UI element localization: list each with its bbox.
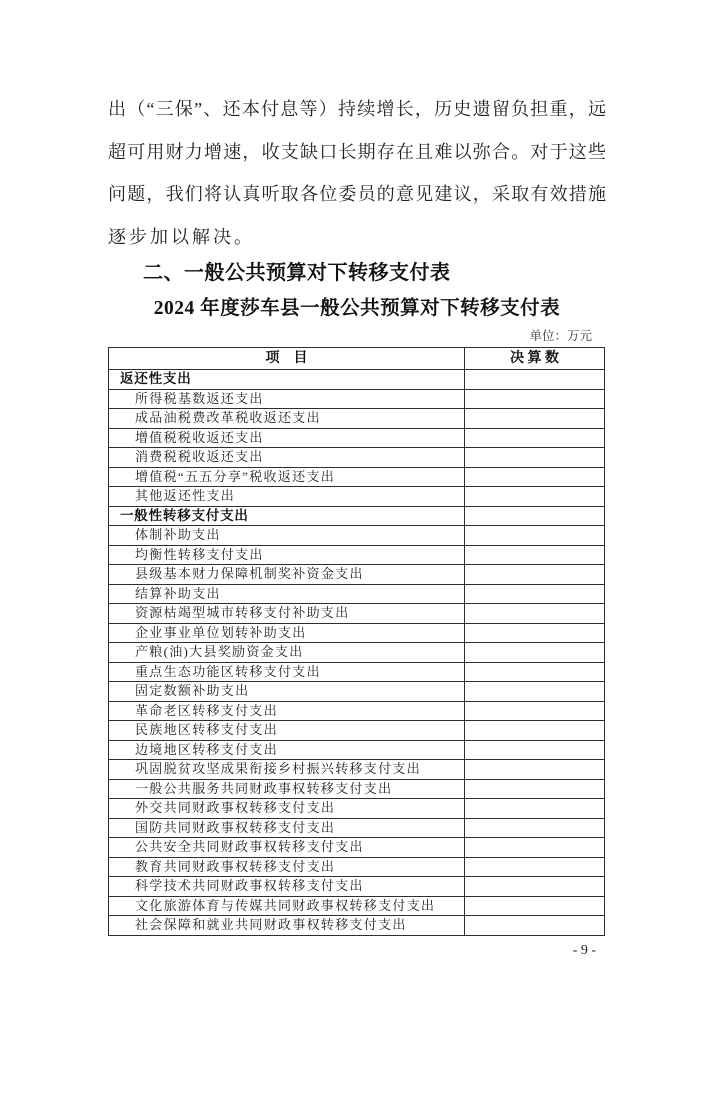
table-row (109, 818, 605, 838)
row-label: 结算补助支出 (109, 584, 465, 604)
row-label: 公共安全共同财政事权转移支付支出 (109, 838, 465, 858)
row-label: 成品油税费改革税收返还支出 (109, 409, 465, 429)
row-label: 外交共同财政事权转移支付支出 (109, 799, 465, 819)
transfer-payment-table (108, 347, 605, 936)
table-row (109, 565, 605, 585)
row-value (465, 389, 605, 409)
row-label: 消费税税收返还支出 (109, 448, 465, 468)
table-row (109, 448, 605, 468)
table-row (109, 428, 605, 448)
row-label: 边境地区转移支付支出 (109, 740, 465, 760)
row-label: 产粮(油)大县奖励资金支出 (109, 643, 465, 663)
row-value (465, 857, 605, 877)
row-label: 均衡性转移支付支出 (109, 545, 465, 565)
paragraph-line: 逐步加以解决。 (108, 226, 255, 247)
row-value (465, 896, 605, 916)
row-label: 社会保障和就业共同财政事权转移支付支出 (109, 916, 465, 936)
row-label: 教育共同财政事权转移支付支出 (109, 857, 465, 877)
table-row (109, 701, 605, 721)
row-label: 文化旅游体育与传媒共同财政事权转移支付支出 (109, 896, 465, 916)
row-label: 固定数额补助支出 (109, 682, 465, 702)
table-row (109, 682, 605, 702)
table-header-row (109, 348, 605, 370)
table-row (109, 506, 605, 526)
row-label: 县级基本财力保障机制奖补资金支出 (109, 565, 465, 585)
table-row (109, 604, 605, 624)
row-value (465, 779, 605, 799)
body-paragraph (108, 88, 606, 258)
row-label: 巩固脱贫攻坚成果衔接乡村振兴转移支付支出 (109, 760, 465, 780)
row-label: 民族地区转移支付支出 (109, 721, 465, 741)
row-label: 企业事业单位划转补助支出 (109, 623, 465, 643)
row-value (465, 701, 605, 721)
row-label: 增值税“五五分享”税收返还支出 (109, 467, 465, 487)
row-value (465, 682, 605, 702)
table-row (109, 916, 605, 936)
table-row (109, 526, 605, 546)
row-label: 革命老区转移支付支出 (109, 701, 465, 721)
page-number: - 9 - (572, 942, 596, 958)
row-value (465, 721, 605, 741)
row-label: 科学技术共同财政事权转移支付支出 (109, 877, 465, 897)
row-value (465, 604, 605, 624)
row-label: 体制补助支出 (109, 526, 465, 546)
row-label: 返还性支出 (109, 370, 465, 390)
row-value (465, 409, 605, 429)
row-value (465, 662, 605, 682)
table-title: 2024 年度莎车县一般公共预算对下转移支付表 (153, 298, 561, 319)
table-row (109, 389, 605, 409)
row-value (465, 370, 605, 390)
row-value (465, 565, 605, 585)
row-value (465, 623, 605, 643)
table-row (109, 779, 605, 799)
table-row (109, 838, 605, 858)
paragraph-line: 超可用财力增速，收支缺口长期存在且难以弥合。对于这些 (108, 141, 606, 162)
row-value (465, 448, 605, 468)
table-row (109, 877, 605, 897)
unit-label: 单位：万元 (529, 329, 592, 343)
row-value (465, 818, 605, 838)
row-label: 所得税基数返还支出 (109, 389, 465, 409)
table-row (109, 662, 605, 682)
row-value (465, 916, 605, 936)
table-row (109, 643, 605, 663)
row-value (465, 760, 605, 780)
table-row (109, 799, 605, 819)
row-label: 一般性转移支付支出 (109, 506, 465, 526)
row-value (465, 487, 605, 507)
table-row (109, 740, 605, 760)
table-row (109, 467, 605, 487)
table-row (109, 896, 605, 916)
row-label: 其他返还性支出 (109, 487, 465, 507)
table-row (109, 545, 605, 565)
row-value (465, 838, 605, 858)
page-content (0, 88, 714, 960)
table-row (109, 623, 605, 643)
table-row (109, 857, 605, 877)
row-label: 重点生态功能区转移支付支出 (109, 662, 465, 682)
section-heading: 二、一般公共预算对下转移支付表 (143, 262, 451, 284)
paragraph-line: 出（“三保”、还本付息等）持续增长，历史遗留负担重，远 (108, 99, 606, 119)
table-row (109, 760, 605, 780)
row-label: 国防共同财政事权转移支付支出 (109, 818, 465, 838)
row-value (465, 506, 605, 526)
row-value (465, 740, 605, 760)
document-page (0, 88, 714, 1098)
row-value (465, 584, 605, 604)
row-label: 资源枯竭型城市转移支付补助支出 (109, 604, 465, 624)
row-value (465, 799, 605, 819)
table-row (109, 409, 605, 429)
paragraph-line: 问题，我们将认真听取各位委员的意见建议，采取有效措施 (108, 184, 606, 204)
row-value (465, 467, 605, 487)
table-row (109, 721, 605, 741)
row-value (465, 643, 605, 663)
row-label: 增值税税收返还支出 (109, 428, 465, 448)
row-value (465, 545, 605, 565)
table-row (109, 487, 605, 507)
column-header-final-amount: 决 算 数 (465, 348, 605, 370)
row-value (465, 428, 605, 448)
row-value (465, 877, 605, 897)
table-row (109, 584, 605, 604)
column-header-item: 项 目 (109, 348, 465, 370)
row-label: 一般公共服务共同财政事权转移支付支出 (109, 779, 465, 799)
row-value (465, 526, 605, 546)
table-row (109, 370, 605, 390)
